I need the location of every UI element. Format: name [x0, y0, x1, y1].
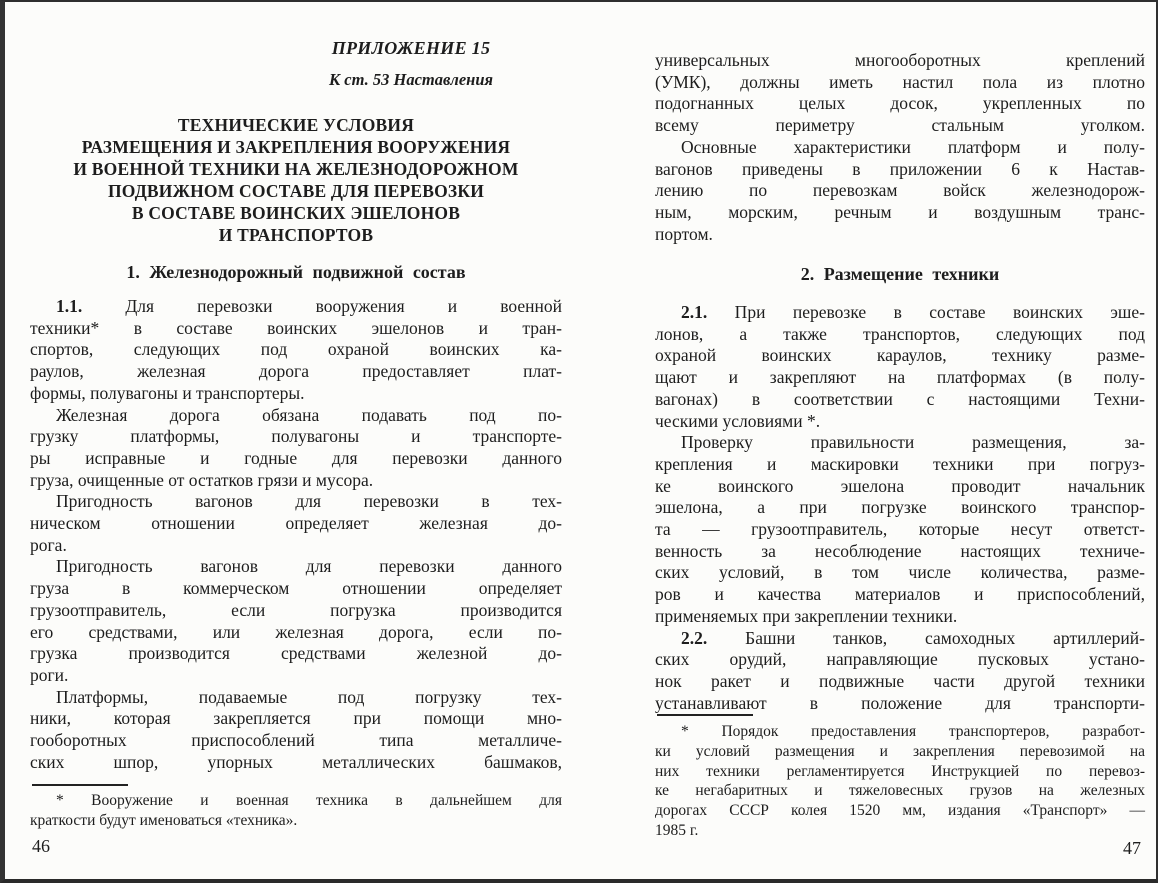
text-line: щают и закрепляют на платформах (в полу- [655, 367, 1145, 388]
text-line: ным, морским, речным и воздушным транс- [655, 201, 1145, 222]
text-line: лонов, а также транспортов, следующих под [655, 323, 1145, 344]
text-line: ских условий, в том числе количества, разме- [655, 562, 1145, 583]
text-line: 1.1. Для перевозки вооружения и военной [56, 296, 562, 316]
right-page [655, 2, 1145, 879]
text-line: Пригодность вагонов для перевозки в тех- [56, 491, 562, 512]
text-line: Железная дорога обязана подавать под по- [56, 404, 562, 425]
text-line: ническом отношении определяет железная до- [30, 513, 562, 534]
text-line: * Вооружение и военная техника в дальнейшем для [56, 792, 562, 809]
text-line: 2.2. Башни танков, самоходных артиллерий- [681, 627, 1145, 648]
text-line: крепления и маскировки техники при погруз- [655, 453, 1145, 474]
footnote-separator [657, 714, 753, 716]
title-line: И ВОЕННОЙ ТЕХНИКИ НА ЖЕЛЕЗНОДОРОЖНОМ [73, 159, 519, 179]
text-line: устанавливают в положение для транспорти- [655, 692, 1145, 713]
text-line: 2.1. При перевозке в составе воинских эше- [681, 302, 1145, 322]
text-line: грузка производится средствами железной до- [30, 643, 562, 664]
right-page-footnote [655, 722, 1145, 841]
paragraph [655, 432, 1145, 627]
text-line: роги. [30, 664, 69, 685]
text-line: ке воинского эшелона проводит начальник [655, 475, 1145, 496]
text-line: груза, очищенные от остатков грязи и мусора. [30, 469, 374, 490]
right-page-body-bottom [655, 302, 1145, 714]
text-line: спортов, следующих под охраной воинских ка- [30, 339, 562, 360]
text-line: Пригодность вагонов для перевозки данного [56, 556, 562, 577]
appendix-reference: К ст. 53 Наставления [328, 70, 494, 89]
text-line: ке негабаритных и тяжеловесных грузов на железных [655, 782, 1145, 800]
clause-number: 1.1. [56, 296, 83, 316]
page-number-left: 46 [32, 836, 50, 856]
text-line: ских орудий, направляющие пусковых устано- [655, 649, 1145, 670]
section-heading-1: 1. Железнодорожный подвижной состав [126, 262, 466, 282]
text-line: вагонов приведены в приложении 6 к Настав- [655, 158, 1145, 179]
text-line: (УМК), должны иметь настил пола из плотно [655, 71, 1145, 92]
text-line: грузоотправитель, если погрузка производится [30, 599, 562, 620]
title-line: ПОДВИЖНОМ СОСТАВЕ ДЛЯ ПЕРЕВОЗКИ [107, 181, 485, 201]
text-line: 1985 г. [655, 821, 699, 839]
paragraph [30, 491, 562, 556]
right-page-body-top [655, 50, 1145, 245]
text-line: та — грузоотправитель, которые несут ответст- [655, 519, 1145, 540]
left-page [30, 2, 562, 879]
text-line: лению по перевозкам войск железнодорож- [655, 180, 1145, 201]
text-line: * Порядок предоставления транспортеров, разработ- [681, 723, 1145, 740]
left-page-footnote [30, 791, 562, 831]
text-line: груза в коммерческом отношении определяет [30, 578, 562, 599]
text-line: гооборотных приспособлений типа металличе- [30, 730, 562, 751]
text-line: формы, полувагоны и транспортеры. [30, 382, 305, 403]
left-page-body [30, 296, 562, 773]
title-line: И ТРАНСПОРТОВ [218, 225, 374, 245]
text-line: дорогах СССР колея 1520 мм, издания «Транспорт» — [655, 802, 1145, 820]
text-line: раулов, железная дорога предоставляет плат- [30, 361, 562, 382]
paragraph [655, 302, 1145, 432]
section-heading-2: 2. Размещение техники [800, 264, 1000, 284]
title-line: ТЕХНИЧЕСКИЕ УСЛОВИЯ [177, 115, 415, 135]
text-line: грузку платформы, полувагоны и транспорте- [30, 426, 562, 447]
text-line: ров и качества материалов и приспособлений, [655, 584, 1145, 605]
paragraph [655, 722, 1145, 841]
title-line: РАЗМЕЩЕНИЯ И ЗАКРЕПЛЕНИЯ ВООРУЖЕНИЯ [81, 137, 511, 157]
text-line: подогнанных целых досок, укрепленных по [655, 93, 1145, 114]
text-line: вагонах) в соответствии с настоящими Техни- [655, 388, 1145, 409]
text-line: нок ракет и подвижные части другой техники [655, 670, 1145, 691]
clause-number: 2.2. [681, 627, 708, 648]
text-line: ских шпор, упорных металлических башмаков, [30, 751, 562, 772]
text-line: ники, которая закрепляется при помощи мно- [30, 708, 562, 729]
paragraph [655, 137, 1145, 246]
paragraph [30, 791, 562, 831]
text-line: ческими условиями *. [655, 410, 821, 431]
text-line: Проверку правильности размещения, за- [681, 432, 1145, 453]
title-line: В СОСТАВЕ ВОИНСКИХ ЭШЕЛОНОВ [131, 203, 461, 223]
text-line: универсальных многооборотных креплений [655, 50, 1145, 70]
paragraph [30, 296, 562, 405]
text-line: венность за несоблюдение настоящих техниче- [655, 540, 1145, 561]
text-line: них техники регламентируется Инструкцией по перевоз- [655, 762, 1145, 780]
text-line: его средствами, или железная дорога, если по- [30, 621, 562, 642]
clause-number: 2.1. [681, 302, 708, 322]
text-line: рога. [30, 534, 67, 555]
page-number-right: 47 [1123, 838, 1141, 858]
text-line: применяемых при закреплении техники. [655, 605, 958, 626]
text-line: ки условий размещения и закрепления перевозимой на [655, 742, 1145, 760]
text-line: охраной воинских караулов, технику разме- [655, 345, 1145, 366]
appendix-header [276, 38, 546, 90]
text-line: всему периметру стальным уголком. [655, 115, 1145, 136]
footnote-separator [32, 784, 128, 786]
paragraph [655, 628, 1145, 715]
paragraph [30, 687, 562, 774]
paragraph [30, 405, 562, 492]
text-line: техники* в составе воинских эшелонов и тран- [30, 317, 562, 338]
text-line: эшелона, а при погрузке воинского транспор- [655, 497, 1145, 518]
text-line: ры исправные и годные для перевозки данного [30, 447, 562, 468]
text-line: Основные характеристики платформ и полу- [681, 136, 1145, 157]
text-line: Платформы, подаваемые под погрузку тех- [56, 686, 562, 707]
text-line: краткости будут именоваться «техника». [30, 811, 298, 829]
document-title [30, 114, 562, 246]
paragraph [30, 556, 562, 686]
paragraph [655, 50, 1145, 137]
appendix-label: ПРИЛОЖЕНИЕ 15 [331, 38, 491, 58]
text-line: портом. [655, 223, 713, 244]
